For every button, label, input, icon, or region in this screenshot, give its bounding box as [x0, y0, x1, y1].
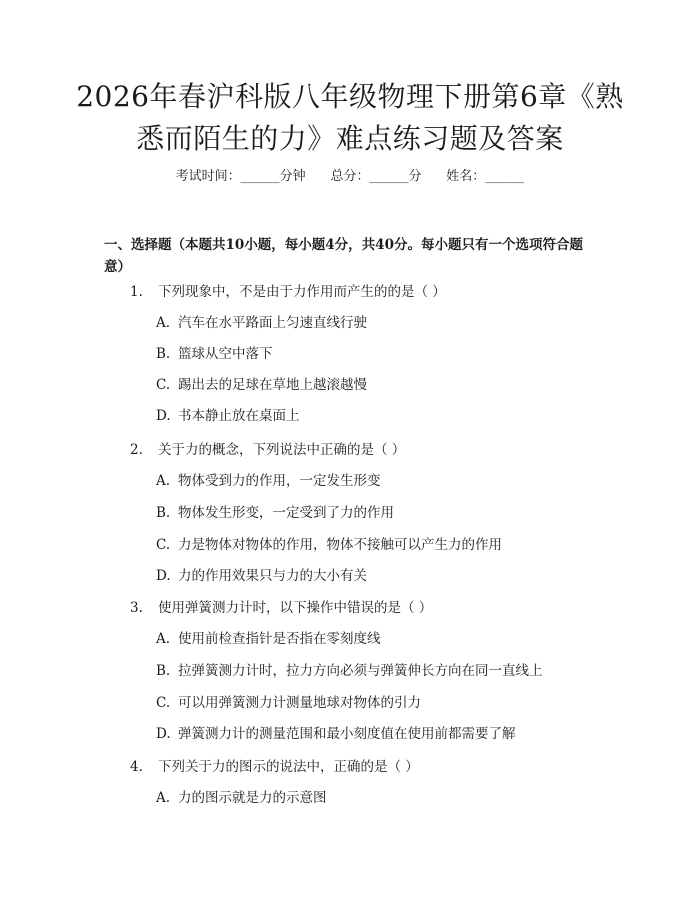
option-letter: C. — [156, 537, 171, 553]
question-2-option-a — [156, 472, 381, 490]
option-text: 使用前检查指针是否指在零刻度线 — [178, 631, 381, 647]
option-letter: A. — [156, 631, 171, 647]
option-letter: B. — [156, 505, 171, 521]
option-text: 力的作用效果只与力的大小有关 — [178, 568, 367, 584]
option-text: 可以用弹簧测力计测量地球对物体的引力 — [178, 695, 421, 711]
question-3-option-c — [156, 694, 421, 712]
question-2 — [130, 441, 405, 459]
option-letter: B. — [156, 346, 171, 362]
exam-student-name: 姓名：______ — [446, 169, 525, 184]
question-number: 1. — [130, 284, 143, 300]
question-3-option-b — [156, 662, 543, 680]
question-number: 2. — [130, 442, 143, 458]
question-1 — [130, 283, 446, 301]
question-1-option-d — [156, 407, 300, 425]
question-number: 3. — [130, 600, 143, 616]
option-letter: C. — [156, 695, 171, 711]
question-number: 4. — [130, 759, 143, 775]
question-3 — [130, 599, 432, 617]
option-text: 力的图示就是力的示意图 — [178, 790, 327, 806]
option-text: 篮球从空中落下 — [178, 346, 273, 362]
option-text: 书本静止放在桌面上 — [178, 408, 300, 424]
question-2-option-c — [156, 536, 502, 554]
option-text: 拉弹簧测力计时，拉力方向必须与弹簧伸长方向在同一直线上 — [178, 663, 543, 679]
option-text: 弹簧测力计的测量范围和最小刻度值在使用前都需要了解 — [178, 726, 516, 742]
option-letter: A. — [156, 790, 171, 806]
question-text: 下列现象中，不是由于力作用而产生的的是（ ） — [158, 284, 446, 300]
option-letter: A. — [156, 315, 171, 331]
option-letter: D. — [156, 726, 171, 742]
option-letter: A. — [156, 473, 171, 489]
question-3-option-d — [156, 725, 516, 743]
option-text: 物体发生形变，一定受到了力的作用 — [178, 505, 394, 521]
document-title — [60, 76, 640, 160]
section-heading: 一、选择题（本题共10小题，每小题4分，共40分。每小题只有一个选项符合题意） — [104, 237, 583, 275]
option-text: 物体受到力的作用，一定发生形变 — [178, 473, 381, 489]
exam-total-score: 总分：______分 — [330, 169, 422, 184]
question-1-option-c — [156, 376, 367, 394]
option-letter: D. — [156, 568, 171, 584]
question-text: 下列关于力的图示的说法中，正确的是（ ） — [158, 759, 419, 775]
option-letter: B. — [156, 663, 171, 679]
question-text: 关于力的概念，下列说法中正确的是（ ） — [158, 442, 406, 458]
option-text: 踢出去的足球在草地上越滚越慢 — [178, 377, 367, 393]
exam-info — [0, 168, 700, 186]
question-2-option-d — [156, 567, 367, 585]
question-4-option-a — [156, 789, 327, 807]
title-line-2: 悉而陌生的力》难点练习题及答案 — [136, 122, 564, 155]
exam-time: 考试时间：______分钟 — [175, 169, 306, 184]
question-1-option-b — [156, 345, 273, 363]
question-1-option-a — [156, 314, 367, 332]
option-text: 力是物体对物体的作用，物体不接触可以产生力的作用 — [178, 537, 502, 553]
question-2-option-b — [156, 504, 394, 522]
question-text: 使用弹簧测力计时，以下操作中错误的是（ ） — [158, 600, 433, 616]
title-line-1: 2026年春沪科版八年级物理下册第6章《熟 — [76, 80, 624, 113]
option-letter: D. — [156, 408, 171, 424]
option-text: 汽车在水平路面上匀速直线行驶 — [178, 315, 367, 331]
option-letter: C. — [156, 377, 171, 393]
question-4 — [130, 758, 419, 776]
question-3-option-a — [156, 630, 381, 648]
